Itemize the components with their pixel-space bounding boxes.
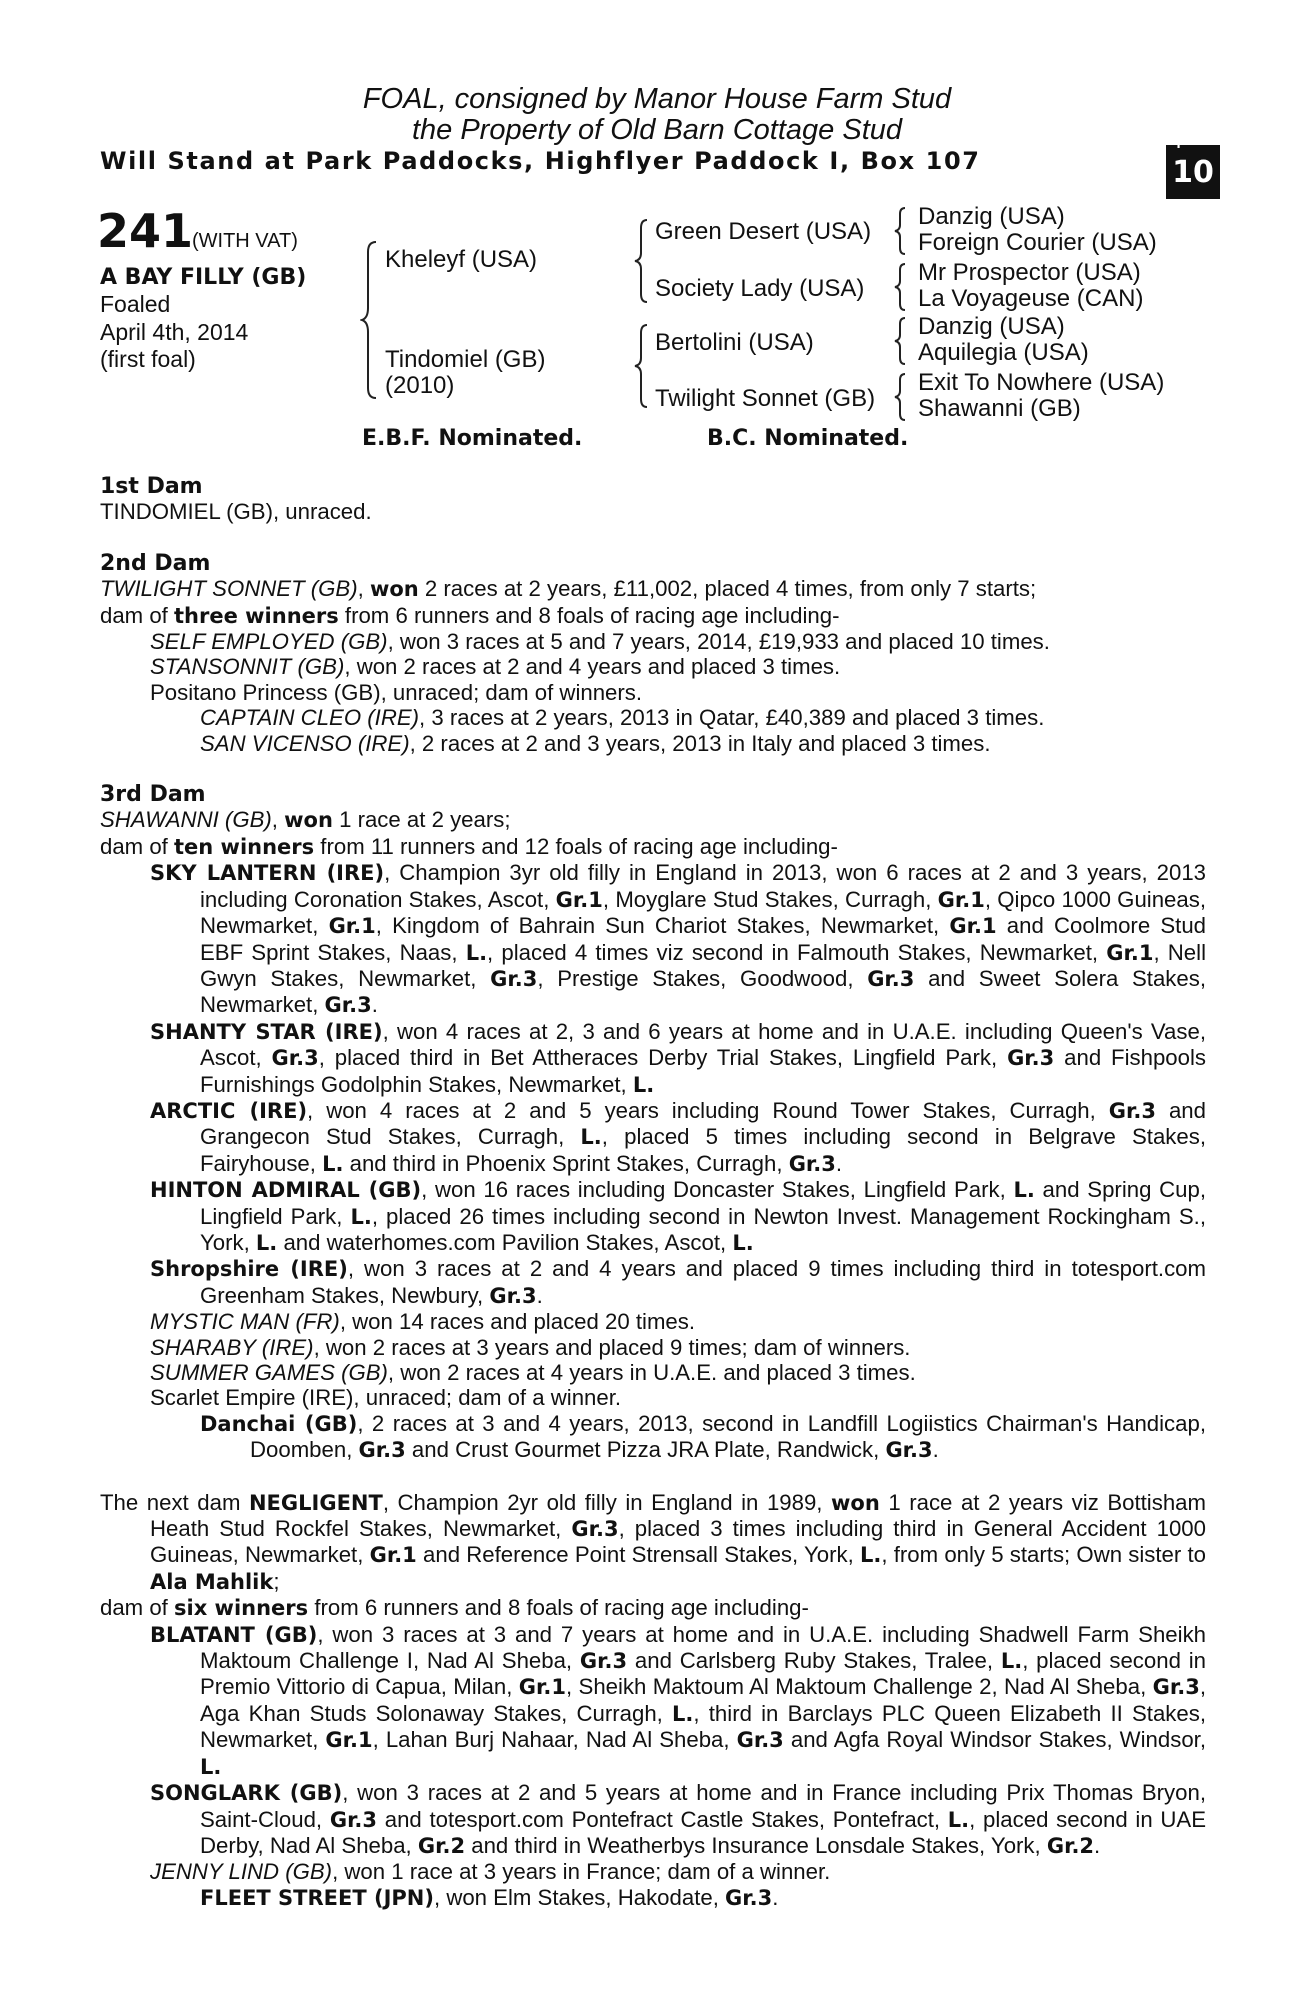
ds-bracket: [894, 316, 908, 366]
foaled-label: Foaled: [100, 291, 171, 317]
second-dam-produce-line: dam of three winners from 6 runners and 8 foals of racing age including-: [100, 602, 840, 628]
horse-name: A BAY FILLY (GB): [100, 265, 307, 290]
pedigree-body: [100, 474, 1206, 1911]
consignor-line: FOAL, consigned by Manor House Farm Stud: [362, 83, 952, 115]
stand-line: Will Stand at Park Paddocks, Highflyer Paddock I, Box 107: [100, 147, 981, 175]
dd-bracket: [894, 372, 908, 422]
property-line: the Property of Old Barn Cottage Stud: [411, 114, 903, 146]
produce-songlark: SONGLARK (GB), won 3 races at 2 and 5 years at home and in France including Prix Thomas Bryon, Saint-Cloud, Gr.3 and totesport.com Pontefract Castle Stakes, Pontefract, L., placed second in UAE Derby, Nad Al Sheba, Gr.2 and third in Weatherbys Insurance Lonsdale Stakes, York, Gr.2.: [150, 1780, 1207, 1858]
produce-sky-lantern: SKY LANTERN (IRE), Champion 3yr old filly in England in 2013, won 6 races at 2 and 3 years, 2013 including Coronation Stakes, Ascot, Gr.1, Moyglare Stud Stakes, Curragh, Gr.1, Qipco 1000 Guineas, Newmarket, Gr.1, Kingdom of Bahrain Sun Chariot Stakes, Newmarket, Gr.1 and Coolmore Stud EBF Sprint Stakes, Naas, L., placed 4 times viz second in Falmouth Stakes, Newmarket, Gr.1, Nell Gwyn Stakes, Newmarket, Gr.3, Prestige Stakes, Goodwood, Gr.3 and Sweet Solera Stakes, Newmarket, Gr.3.: [150, 860, 1206, 1018]
foal-note: (first foal): [100, 346, 196, 372]
ped-dds: Exit To Nowhere (USA): [918, 369, 1165, 396]
second-dam-heading: 2nd Dam: [100, 550, 211, 576]
ped-sdd: La Voyageuse (CAN): [918, 285, 1144, 312]
produce-arctic: ARCTIC (IRE), won 4 races at 2 and 5 years including Round Tower Stakes, Curragh, Gr.3 and Grangecon Stud Stakes, Curragh, L., placed 5 times including second in Belgrave Stakes, Fairyhouse, L. and third in Phoenix Sprint Stakes, Curragh, Gr.3.: [150, 1097, 1206, 1176]
dam-line-bracket: [633, 323, 651, 409]
dam: Tindomiel (GB): [385, 346, 546, 373]
vat-note: (WITH VAT): [192, 230, 298, 252]
ped-ddd: Shawanni (GB): [918, 395, 1081, 422]
produce-jenny-lind: JENNY LIND (GB), won 1 race at 3 years in France; dam of a winner.: [150, 1859, 831, 1885]
badge-plus: +: [1171, 132, 1187, 153]
ped-sds: Mr Prospector (USA): [918, 259, 1141, 286]
twilight-sonnet: TWILIGHT SONNET (GB): [100, 576, 358, 602]
produce-shropshire: Shropshire (IRE), won 3 races at 2 and 4 years and placed 9 times including third in totesport.com Greenham Stakes, Newbury, Gr.3.: [150, 1256, 1206, 1308]
produce-positano-princess: Positano Princess (GB), unraced; dam of winners.: [150, 679, 643, 705]
sire-line-bracket: [633, 218, 651, 304]
ss-bracket: [894, 206, 908, 256]
sire-dam-bracket: [360, 240, 380, 400]
sd-bracket: [894, 262, 908, 312]
dam-year: (2010): [385, 372, 455, 399]
produce-stansonnit: STANSONNIT (GB), won 2 races at 2 and 4 years and placed 3 times.: [150, 654, 841, 680]
first-dam-heading: 1st Dam: [100, 474, 203, 499]
produce-hinton-admiral: HINTON ADMIRAL (GB), won 16 races including Doncaster Stakes, Lingfield Park, L. and Spring Cup, Lingfield Park, L., placed 26 times including second in Newton Invest. Management Rockingham S., York, L. and waterhomes.com Pavilion Stakes, Ascot, L.: [150, 1177, 1207, 1255]
dam-dam: Twilight Sonnet (GB): [655, 385, 876, 412]
ped-dss: Danzig (USA): [918, 313, 1065, 340]
bc-nominated: B.C. Nominated.: [707, 426, 909, 451]
produce-blatant: BLATANT (GB), won 3 races at 3 and 7 years at home and in U.A.E. including Shadwell Farm Sheikh Maktoum Challenge I, Nad Al Sheba, Gr.3 and Carlsberg Ruby Stakes, Tralee, L., placed second in Premio Vittorio di Capua, Milan, Gr.1, Sheikh Maktoum Al Maktoum Challenge 2, Nad Al Sheba, Gr.3, Aga Khan Studs Solonaway Stakes, Curragh, L., third in Barclays PLC Queen Elizabeth II Stakes, Newmarket, Gr.1, Lahan Burj Nahaar, Nad Al Sheba, Gr.3 and Agfa Royal Windsor Stakes, Windsor, L.: [150, 1621, 1206, 1779]
produce-danchai: Danchai (GB), 2 races at 3 and 4 years, 2013, second in Landfill Logiistics Chairman's Handicap, Doomben, Gr.3 and Crust Gourmet Pizza JRA Plate, Randwick, Gr.3.: [200, 1410, 1206, 1463]
next-dam-produce-line: dam of six winners from 6 runners and 8 foals of racing age including-: [100, 1595, 809, 1621]
produce-fleet-street: FLEET STREET (JPN), won Elm Stakes, Hakodate, Gr.3.: [200, 1884, 779, 1910]
foaled-date: April 4th, 2014: [100, 319, 249, 345]
produce-captain-cleo: CAPTAIN CLEO (IRE), 3 races at 2 years, 2013 in Qatar, £40,389 and placed 3 times.: [200, 705, 1045, 731]
sire-sire: Green Desert (USA): [655, 218, 872, 245]
sire: Kheleyf (USA): [385, 246, 538, 273]
first-dam-text: TINDOMIEL (GB), unraced.: [100, 499, 372, 525]
ebf-nominated: E.B.F. Nominated.: [362, 426, 583, 451]
third-dam-heading: 3rd Dam: [100, 782, 206, 808]
ped-dsd: Aquilegia (USA): [918, 339, 1089, 366]
third-dam-line: SHAWANNI (GB), won 1 race at 2 years;: [100, 807, 511, 833]
ped-ssd: Foreign Courier (USA): [918, 229, 1157, 256]
produce-san-vicenso: SAN VICENSO (IRE), 2 races at 2 and 3 years, 2013 in Italy and placed 3 times.: [200, 730, 991, 756]
lot-number: 241: [97, 204, 194, 258]
lot-badge: [1166, 132, 1220, 199]
badge-number: 10: [1172, 155, 1214, 190]
dam-sire: Bertolini (USA): [655, 329, 814, 356]
next-dam-paragraph: The next dam NEGLIGENT, Champion 2yr old filly in England in 1989, won 1 race at 2 years viz Bottisham Heath Stud Rockfel Stakes, Newmarket, Gr.3, placed 3 times including third in General Accident 1000 Guineas, Newmarket, Gr.1 and Reference Point Strensall Stakes, York, L., from only 5 starts; Own sister to Ala Mahlik;: [100, 1489, 1207, 1594]
produce-shanty-star: SHANTY STAR (IRE), won 4 races at 2, 3 and 6 years at home and in U.A.E. including Queen's Vase, Ascot, Gr.3, placed third in Bet Attheraces Derby Trial Stakes, Lingfield Park, Gr.3 and Fishpools Furnishings Godolphin Stakes, Newmarket, L.: [150, 1018, 1206, 1097]
third-dam-produce-line: dam of ten winners from 11 runners and 12 foals of racing age including-: [100, 833, 838, 859]
produce-sharaby: SHARABY (IRE), won 2 races at 3 years and placed 9 times; dam of winners.: [150, 1334, 911, 1360]
produce-scarlet-empire: Scarlet Empire (IRE), unraced; dam of a winner.: [150, 1385, 622, 1411]
produce-summer-games: SUMMER GAMES (GB), won 2 races at 4 years in U.A.E. and placed 3 times.: [150, 1360, 916, 1385]
second-dam-line: TWILIGHT SONNET (GB), won 2 races at 2 years, £11,002, placed 4 times, from only 7 starts;: [100, 576, 1037, 602]
produce-mystic-man: MYSTIC MAN (FR), won 14 races and placed 20 times.: [150, 1309, 696, 1335]
produce-self-employed: SELF EMPLOYED (GB), won 3 races at 5 and 7 years, 2014, £19,933 and placed 10 times.: [150, 629, 1050, 655]
sire-dam: Society Lady (USA): [655, 275, 865, 302]
ped-sss: Danzig (USA): [918, 203, 1065, 230]
